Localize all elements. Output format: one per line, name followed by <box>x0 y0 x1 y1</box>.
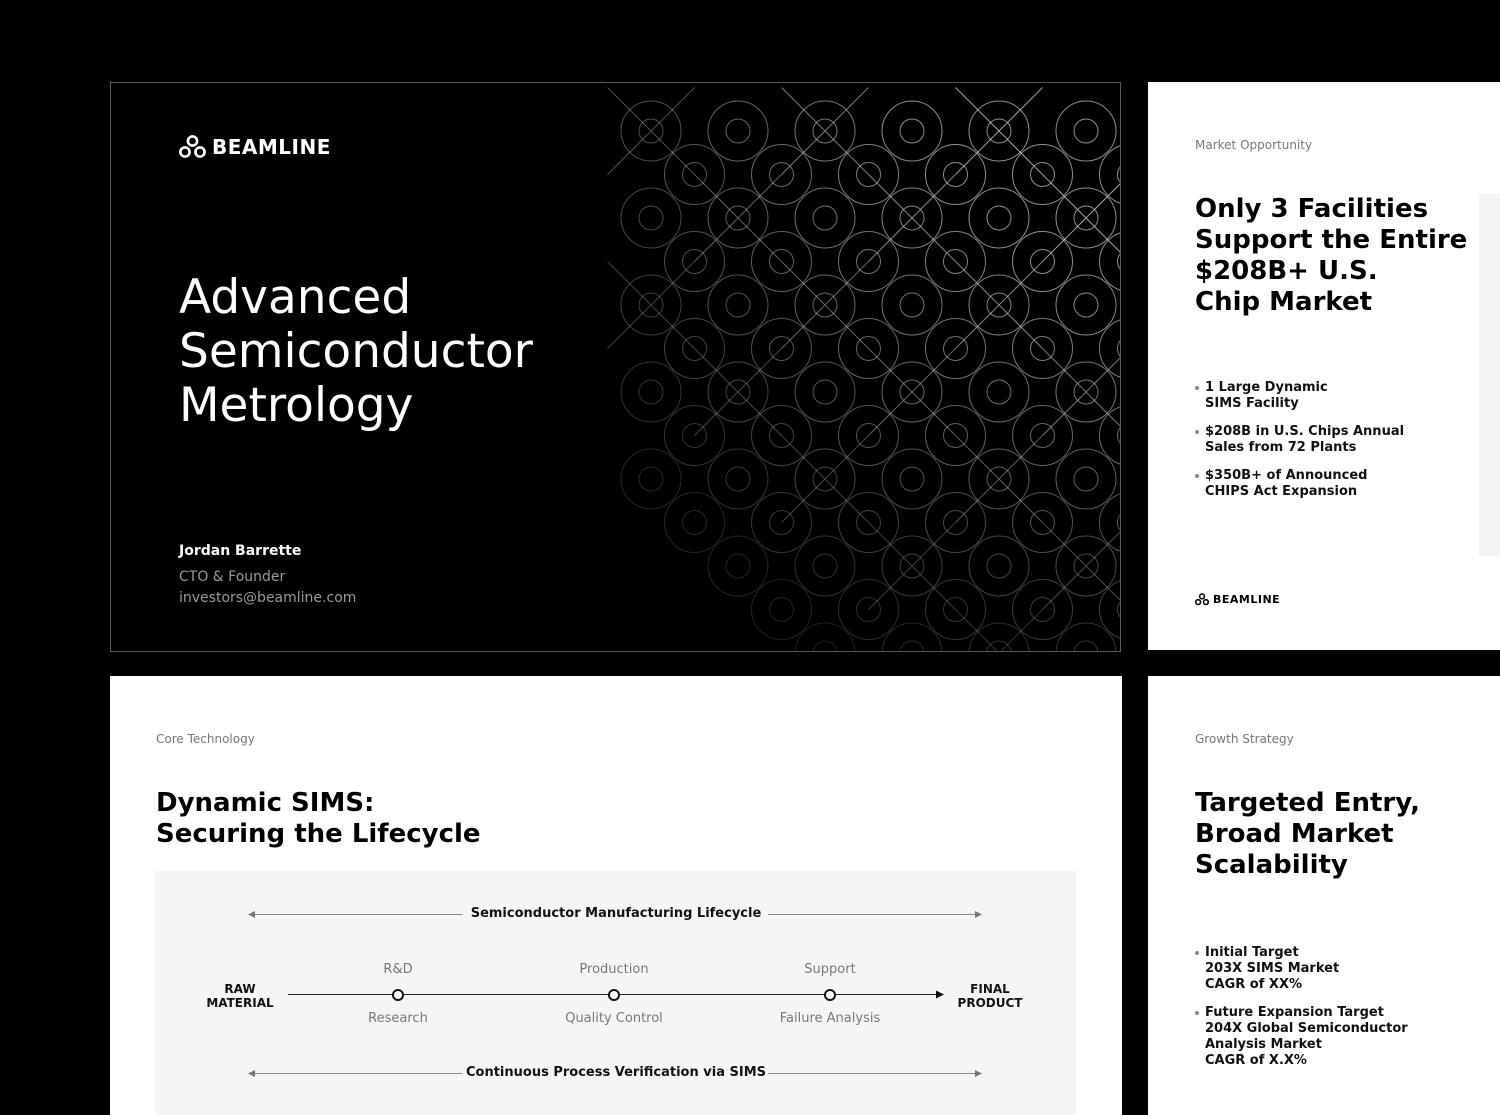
start-label <box>204 982 276 1010</box>
presenter-name: Jordan Barrette <box>179 543 302 559</box>
stage-node <box>392 989 404 1001</box>
bullet-line: Sales from 72 Plants <box>1205 440 1357 455</box>
arrow-left-icon <box>248 910 256 919</box>
presenter-email[interactable]: investors@beamline.com <box>179 590 357 606</box>
presenter-role: CTO & Founder <box>179 569 286 585</box>
bullet-item <box>1195 1005 1408 1069</box>
technology-slide[interactable] <box>110 676 1122 1115</box>
bullet-line: Analysis Market <box>1205 1037 1322 1052</box>
arrow-right-icon <box>974 910 982 919</box>
end-label <box>954 982 1026 1010</box>
headline-line: Targeted Entry, <box>1195 788 1421 818</box>
market-slide[interactable] <box>1148 82 1500 650</box>
headline-line: $208B+ U.S. <box>1195 256 1378 286</box>
title-line: Semiconductor <box>179 324 533 379</box>
beamline-logo-icon <box>1195 593 1209 606</box>
brand-logo <box>179 135 331 159</box>
slide-headline <box>1195 788 1420 881</box>
bullet-line: SIMS Facility <box>1205 396 1299 411</box>
brand-wordmark: BEAMLINE <box>1213 593 1281 606</box>
slide-title <box>179 271 533 433</box>
flow-arrow-icon <box>936 990 944 999</box>
stage-top-label: Production <box>579 962 649 977</box>
headline-line: Support the Entire <box>1195 225 1468 255</box>
title-slide[interactable] <box>110 82 1121 652</box>
presenter-info <box>179 543 356 609</box>
range-line-right <box>768 914 980 915</box>
stage-bottom-label: Quality Control <box>565 1011 663 1026</box>
bullet-line: Initial Target <box>1205 945 1299 960</box>
bullet-line: CAGR of X.X% <box>1205 1053 1307 1068</box>
lifecycle-diagram <box>154 871 1076 1115</box>
headline-line: Scalability <box>1195 850 1348 880</box>
bullet-line: $350B+ of Announced <box>1205 468 1368 483</box>
slide-headline <box>156 788 481 850</box>
arrow-left-icon <box>248 1069 256 1078</box>
stage-top-label: Support <box>804 962 856 977</box>
range-line-left <box>250 914 462 915</box>
bullet-list <box>1195 945 1408 1081</box>
footer-logo <box>1195 593 1280 606</box>
verification-label: Continuous Process Verification via SIMS <box>465 1065 767 1080</box>
end-label-line: PRODUCT <box>957 996 1023 1010</box>
headline-line: Dynamic SIMS: <box>156 788 375 818</box>
bullet-line: 204X Global Semiconductor <box>1205 1021 1408 1036</box>
bullet-line: CHIPS Act Expansion <box>1205 484 1358 499</box>
section-label: Market Opportunity <box>1195 138 1313 152</box>
section-label: Growth Strategy <box>1195 732 1294 746</box>
slide-headline <box>1195 194 1467 318</box>
range-line-left <box>250 1073 462 1074</box>
growth-slide[interactable] <box>1148 676 1500 1115</box>
arrow-right-icon <box>974 1069 982 1078</box>
bullet-line: Future Expansion Target <box>1205 1005 1384 1020</box>
bullet-item <box>1195 468 1404 500</box>
section-label: Core Technology <box>156 732 255 746</box>
headline-line: Chip Market <box>1195 287 1373 317</box>
bullet-list <box>1195 380 1404 512</box>
lifecycle-label: Semiconductor Manufacturing Lifecycle <box>470 906 762 921</box>
bullet-line: $208B in U.S. Chips Annual <box>1205 424 1405 439</box>
stage-node <box>608 989 620 1001</box>
brand-wordmark: BEAMLINE <box>212 135 331 159</box>
title-line: Advanced <box>179 270 412 325</box>
beamline-logo-icon <box>179 135 206 159</box>
bullet-line: 203X SIMS Market <box>1205 961 1340 976</box>
side-panel <box>1479 194 1500 556</box>
bullet-line: CAGR of XX% <box>1205 977 1302 992</box>
stage-bottom-label: Research <box>368 1011 428 1026</box>
headline-line: Only 3 Facilities <box>1195 194 1429 224</box>
stage-top-label: R&D <box>383 962 413 977</box>
start-label-line: RAW <box>224 982 256 996</box>
headline-line: Securing the Lifecycle <box>156 819 481 849</box>
start-label-line: MATERIAL <box>206 996 274 1010</box>
title-line: Metrology <box>179 378 414 433</box>
stage-bottom-label: Failure Analysis <box>779 1011 881 1026</box>
bullet-item <box>1195 424 1404 456</box>
stage-node <box>824 989 836 1001</box>
headline-line: Broad Market <box>1195 819 1394 849</box>
bullet-line: 1 Large Dynamic <box>1205 380 1328 395</box>
bullet-item <box>1195 380 1404 412</box>
range-line-right <box>768 1073 980 1074</box>
bullet-item <box>1195 945 1408 993</box>
end-label-line: FINAL <box>970 982 1010 996</box>
